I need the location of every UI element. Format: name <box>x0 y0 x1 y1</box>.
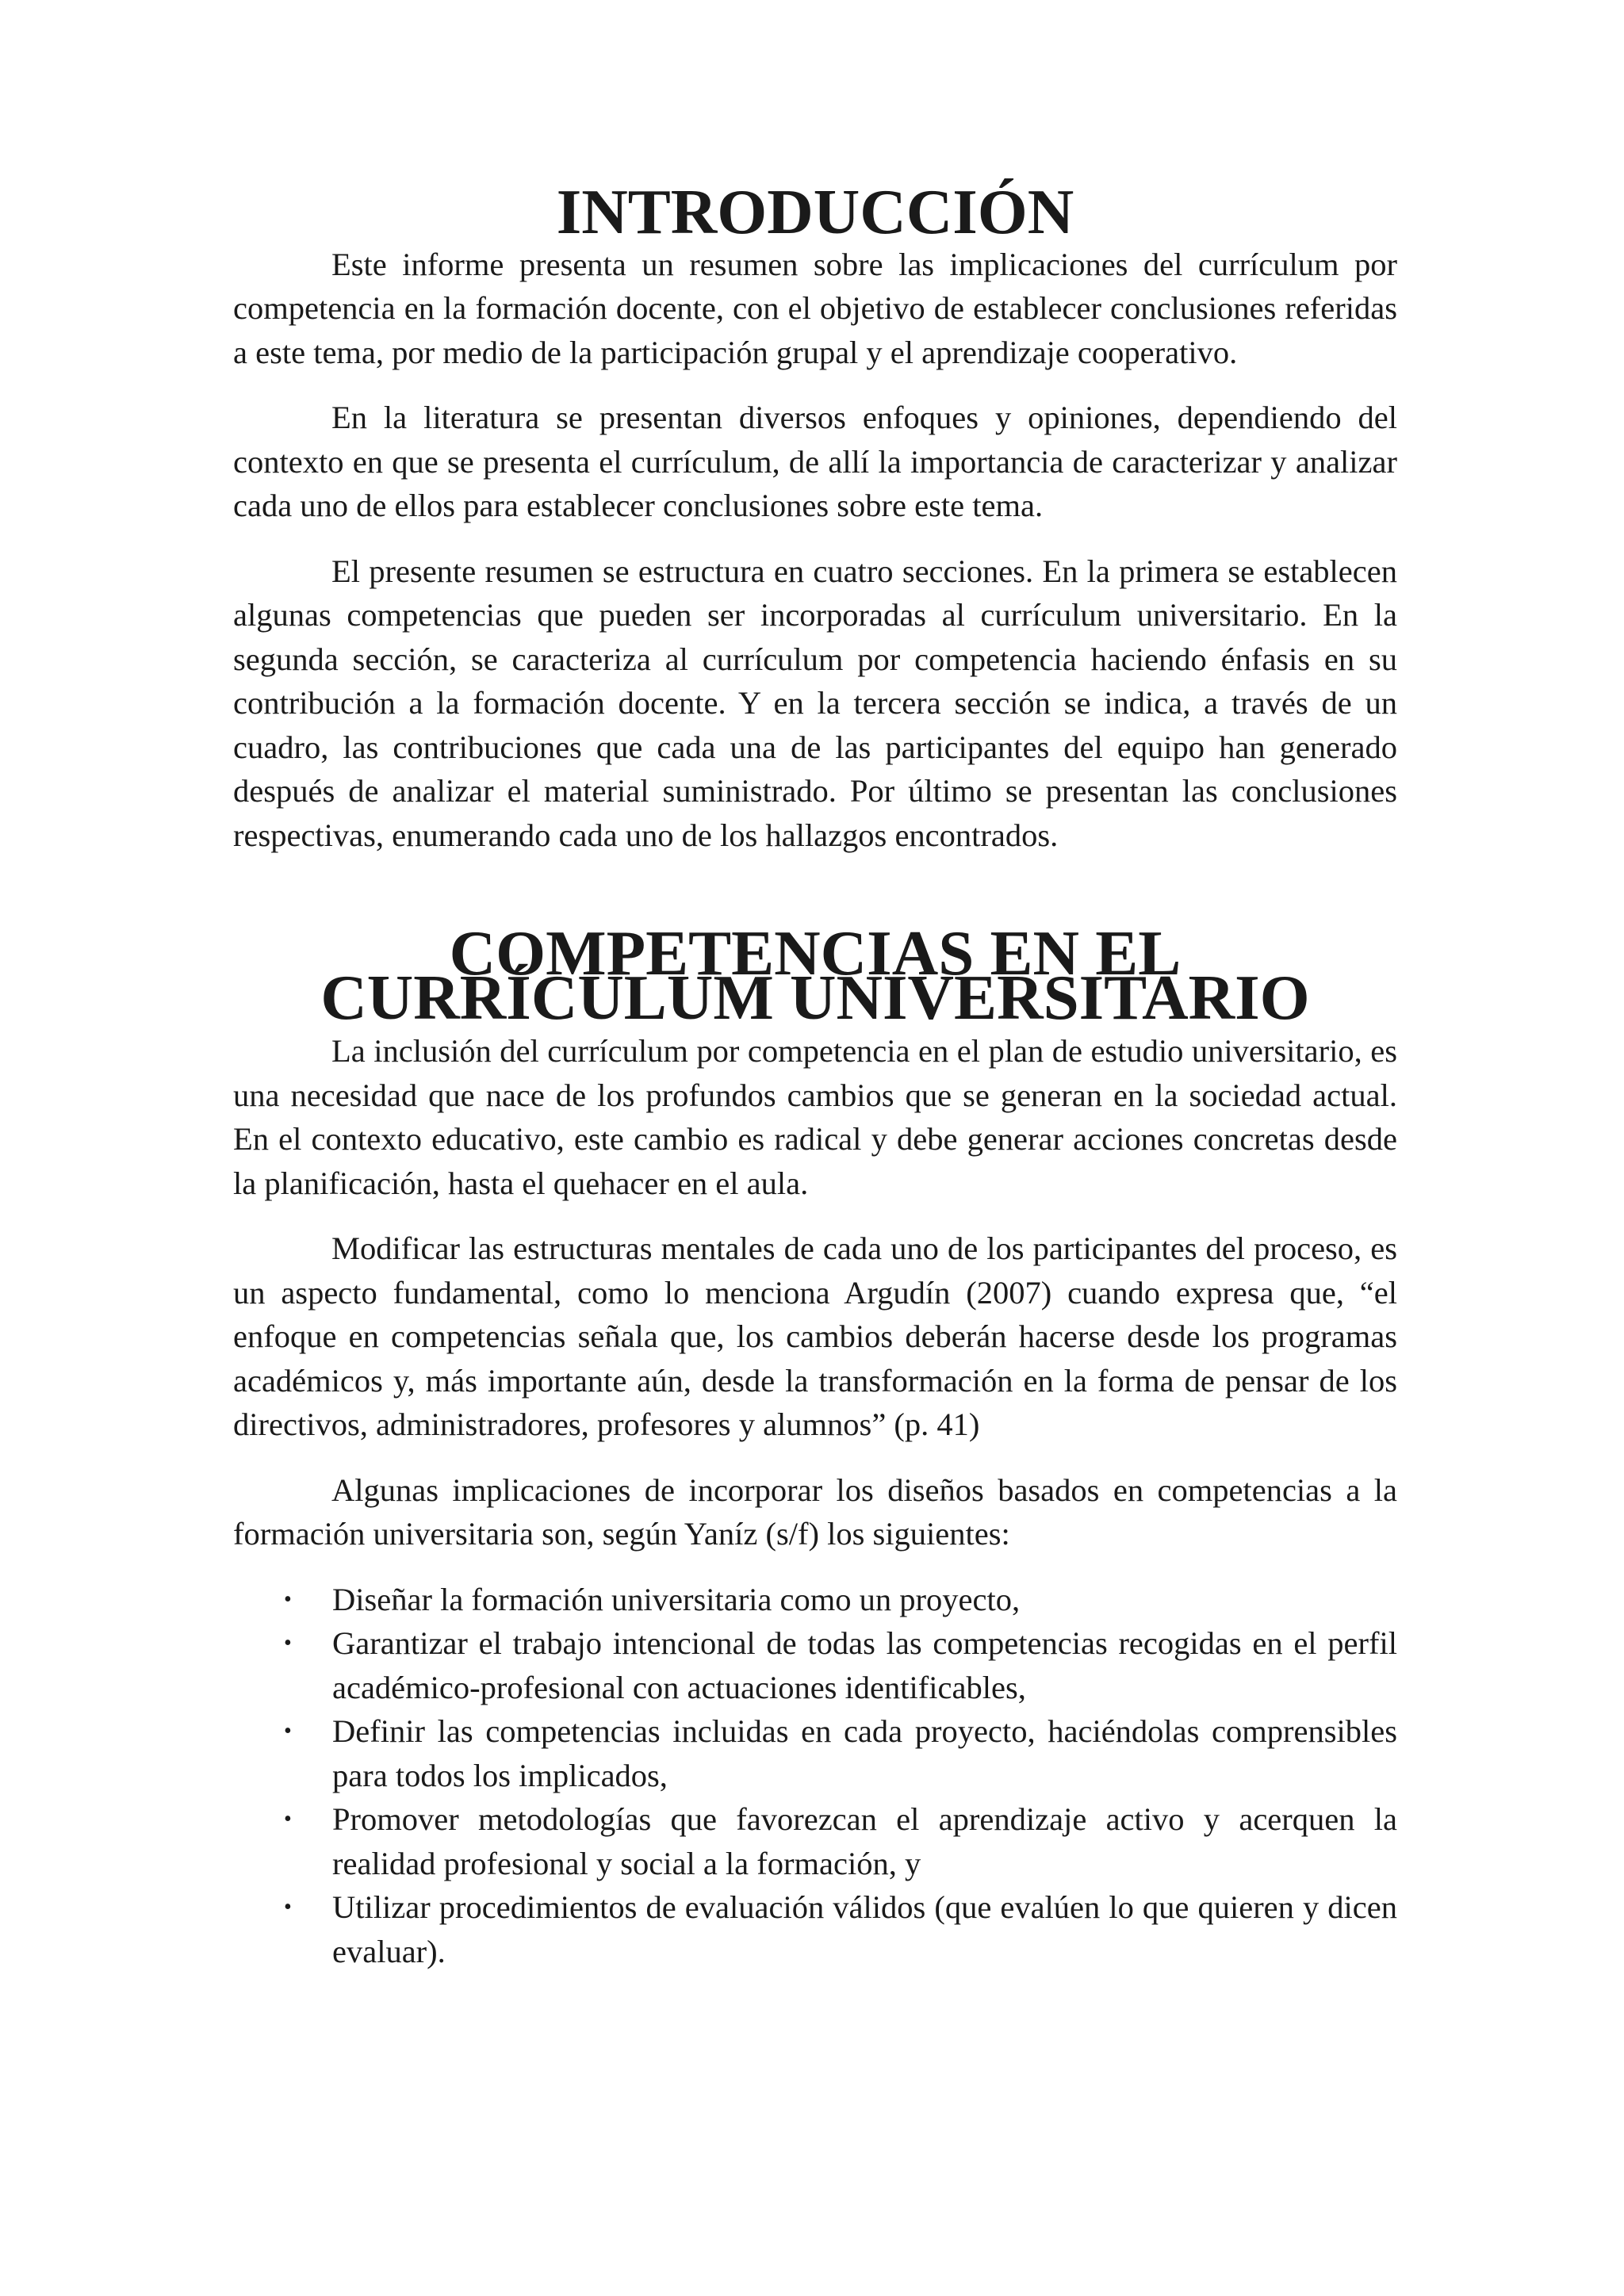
list-item <box>233 1621 1397 1709</box>
list-item-text: Promover metodologías que favorezcan el aprendizaje activo y acerquen la realidad profesional y social a la formación, y <box>332 1801 1397 1881</box>
list-item <box>233 1797 1397 1885</box>
intro-paragraph-3: El presente resumen se estructura en cuatro secciones. En la primera se establecen algunas competencias que pueden ser incorporadas al currículum universitario. En la segunda sección, se caracteriza al currículum por competencia haciendo énfasis en su contribución a la formación docente. Y en la tercera sección se indica, a través de un cuadro, las contribuciones que cada una de las participantes del equipo han generado después de analizar el material suministrado. Por último se presentan las conclusiones respectivas, enumerando cada uno de los hallazgos encontrados. <box>233 553 1397 853</box>
list-item <box>233 1709 1397 1797</box>
list-item-text: Diseñar la formación universitaria como un proyecto, <box>332 1581 1021 1617</box>
list-item-text: Definir las competencias incluidas en cada proyecto, haciéndolas comprensibles para todos los implicados, <box>332 1713 1397 1793</box>
list-item-text: Garantizar el trabajo intencional de todas las competencias recogidas en el perfil académico-profesional con actuaciones identificables, <box>332 1625 1397 1705</box>
bullet-icon: • <box>284 1586 292 1612</box>
competencias-paragraph-2: Modificar las estructuras mentales de cada uno de los participantes del proceso, es un aspecto fundamental, como lo menciona Argudín (2007) cuando expresa que, “el enfoque en competencias señala que, los cambios deberán hacerse desde los programas académicos y, más importante aún, desde la transformación en la forma de pensar de los directivos, administradores, profesores y alumnos” (p. 41) <box>233 1230 1397 1442</box>
section-title-introduccion: INTRODUCCIÓN <box>556 176 1074 247</box>
bullet-icon: • <box>284 1807 292 1831</box>
list-item <box>233 1885 1397 1973</box>
bullet-icon: • <box>284 1719 292 1743</box>
competencias-paragraph-3: Algunas implicaciones de incorporar los diseños basados en competencias a la formación universitaria son, según Yaníz (s/f) los siguientes: <box>233 1471 1397 1552</box>
intro-paragraph-1: Este informe presenta un resumen sobre las implicaciones del currículum por competencia en la formación docente, con el objetivo de establecer conclusiones referidas a este tema, por medio de la participación grupal y el aprendizaje cooperativo. <box>233 246 1397 370</box>
bullet-icon: • <box>284 1631 292 1655</box>
bullet-icon: • <box>284 1895 292 1919</box>
implications-list <box>233 1578 1397 1974</box>
list-item-text: Utilizar procedimientos de evaluación válidos (que evalúen lo que quieren y dicen evaluar). <box>332 1889 1397 1969</box>
list-item <box>233 1578 1397 1622</box>
section-title-competencias: COMPETENCIAS EN EL CURRÍCULUM UNIVERSITARIO <box>320 917 1310 1033</box>
page-content <box>233 176 1397 1973</box>
competencias-paragraph-1: La inclusión del currículum por competencia en el plan de estudio universitario, es una necesidad que nace de los profundos cambios que se generan en la sociedad actual. En el contexto educativo, este cambio es radical y debe generar acciones concretas desde la planificación, hasta el quehacer en el aula. <box>233 1033 1397 1201</box>
intro-paragraph-2: En la literatura se presentan diversos enfoques y opiniones, dependiendo del contexto en que se presenta el currículum, de allí la importancia de caracterizar y analizar cada uno de ellos para establecer conclusiones sobre este tema. <box>233 400 1397 523</box>
